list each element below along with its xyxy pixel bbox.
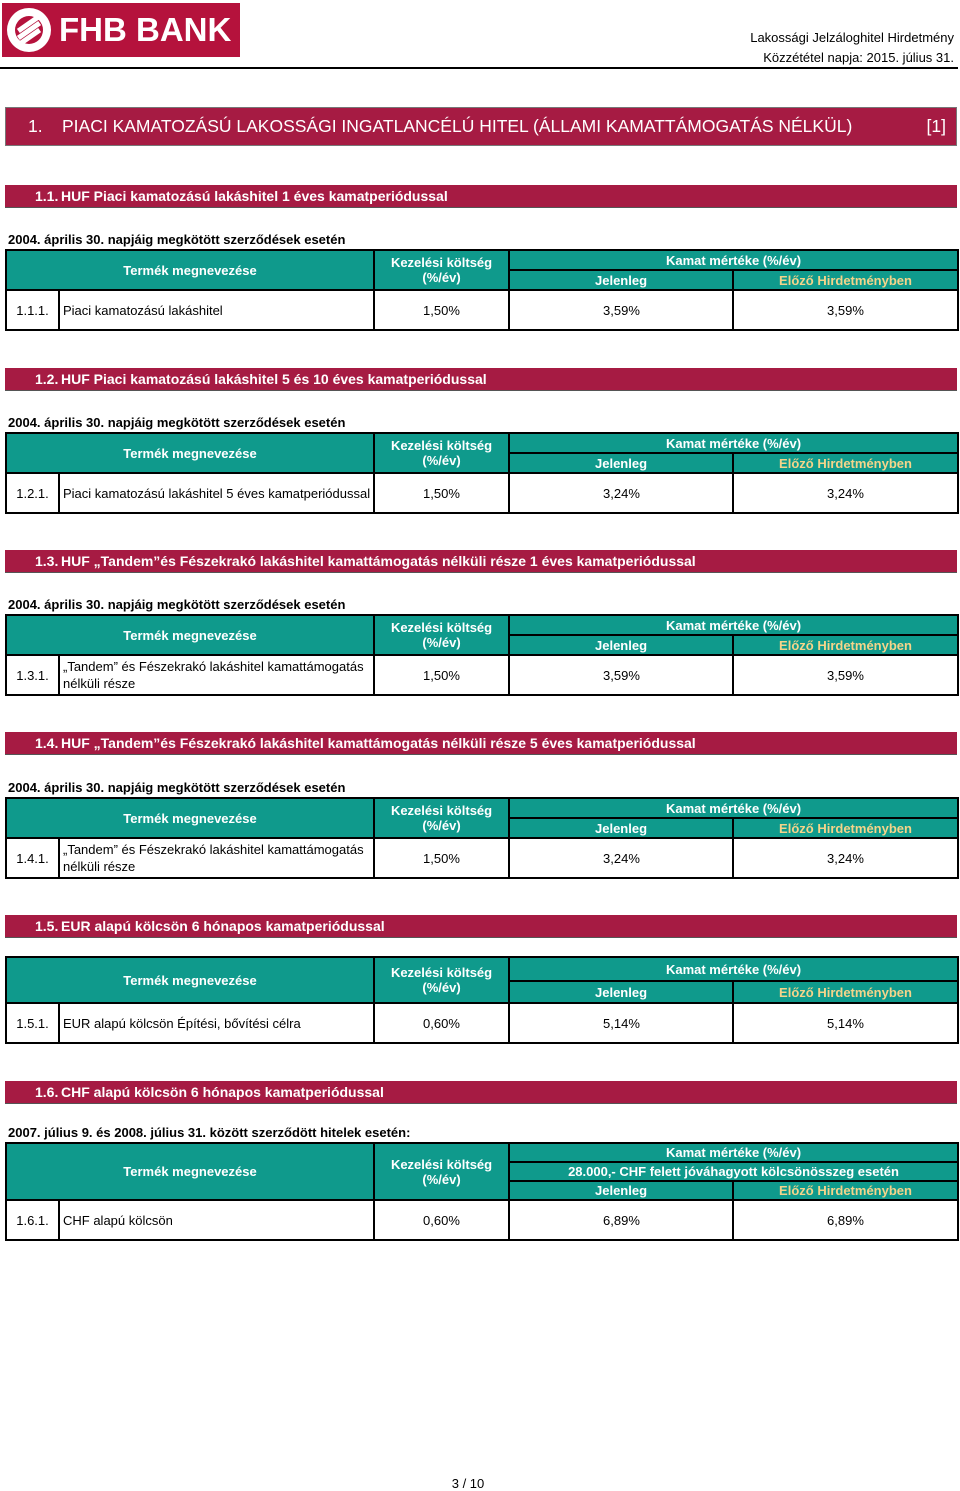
document-title: Lakossági Jelzáloghitel Hirdetmény xyxy=(750,30,954,45)
row-id: 1.6.1. xyxy=(6,1200,59,1240)
chf-threshold-header: 28.000,- CHF felett jóváhagyott kölcsönösszeg esetén xyxy=(509,1162,958,1181)
product-header: Termék megnevezése xyxy=(6,957,374,1003)
main-title-number: 1. xyxy=(28,116,43,136)
rate-table xyxy=(5,797,959,879)
section-header xyxy=(5,732,957,755)
row-product: CHF alapú kölcsön xyxy=(59,1200,374,1240)
rate-header: Kamat mértéke (%/év) xyxy=(509,957,958,981)
rate-table xyxy=(5,249,959,331)
section-number: 1.4. xyxy=(35,735,59,751)
row-fee: 1,50% xyxy=(374,473,509,513)
previous-header: Előző Hirdetményben xyxy=(733,453,958,473)
section-condition: 2004. április 30. napjáig megkötött szerződések esetén xyxy=(8,415,346,430)
row-fee: 1,50% xyxy=(374,655,509,695)
fhb-bank-logo xyxy=(2,3,240,57)
section-condition: 2007. július 9. és 2008. július 31. között szerződött hitelek esetén: xyxy=(8,1125,411,1140)
rate-header: Kamat mértéke (%/év) xyxy=(509,615,958,635)
current-header: Jelenleg xyxy=(509,981,733,1003)
current-header: Jelenleg xyxy=(509,453,733,473)
row-previous-rate: 6,89% xyxy=(733,1200,958,1240)
fee-header: Kezelési költség (%/év) xyxy=(374,433,509,473)
rate-header: Kamat mértéke (%/év) xyxy=(509,1143,958,1162)
section-number: 1.2. xyxy=(35,371,59,387)
previous-header: Előző Hirdetményben xyxy=(733,818,958,838)
rate-table xyxy=(5,432,959,514)
table-row xyxy=(6,1003,958,1043)
row-previous-rate: 3,24% xyxy=(733,473,958,513)
current-header: Jelenleg xyxy=(509,270,733,290)
product-header: Termék megnevezése xyxy=(6,615,374,655)
product-header: Termék megnevezése xyxy=(6,1143,374,1200)
rate-table xyxy=(5,956,959,1044)
fhb-logo-icon xyxy=(7,8,51,52)
product-header: Termék megnevezése xyxy=(6,433,374,473)
row-product: „Tandem” és Fészekrakó lakáshitel kamattámogatás nélküli része xyxy=(59,655,374,695)
previous-header: Előző Hirdetményben xyxy=(733,1181,958,1200)
section-condition: 2004. április 30. napjáig megkötött szerződések esetén xyxy=(8,597,346,612)
row-id: 1.5.1. xyxy=(6,1003,59,1043)
rate-header: Kamat mértéke (%/év) xyxy=(509,250,958,270)
fee-header: Kezelési költség (%/év) xyxy=(374,798,509,838)
section-header xyxy=(5,550,957,573)
section-header xyxy=(5,368,957,391)
table-row xyxy=(6,655,958,695)
section-number: 1.3. xyxy=(35,553,59,569)
row-id: 1.3.1. xyxy=(6,655,59,695)
rate-table xyxy=(5,1142,959,1241)
fee-header: Kezelési költség (%/év) xyxy=(374,250,509,290)
product-header: Termék megnevezése xyxy=(6,798,374,838)
section-title: HUF Piaci kamatozású lakáshitel 1 éves kamatperiódussal xyxy=(61,188,448,204)
publication-date: Közzététel napja: 2015. július 31. xyxy=(763,50,954,65)
main-title-text: PIACI KAMATOZÁSÚ LAKOSSÁGI INGATLANCÉLÚ HITEL (ÁLLAMI KAMATTÁMOGATÁS NÉLKÜL) xyxy=(62,116,853,136)
section-header xyxy=(5,185,957,208)
fee-header: Kezelési költség (%/év) xyxy=(374,957,509,1003)
row-product: EUR alapú kölcsön Építési, bővítési célra xyxy=(59,1003,374,1043)
rate-table xyxy=(5,614,959,696)
footnote-reference: [1] xyxy=(926,116,946,136)
section-header xyxy=(5,915,957,938)
row-fee: 1,50% xyxy=(374,290,509,330)
row-fee: 0,60% xyxy=(374,1200,509,1240)
row-previous-rate: 3,59% xyxy=(733,290,958,330)
previous-header: Előző Hirdetményben xyxy=(733,270,958,290)
fee-header: Kezelési költség (%/év) xyxy=(374,1143,509,1200)
current-header: Jelenleg xyxy=(509,818,733,838)
section-number: 1.1. xyxy=(35,188,59,204)
row-current-rate: 3,59% xyxy=(509,290,733,330)
section-title: HUF Piaci kamatozású lakáshitel 5 és 10 éves kamatperiódussal xyxy=(61,371,487,387)
row-current-rate: 6,89% xyxy=(509,1200,733,1240)
row-fee: 1,50% xyxy=(374,838,509,878)
product-header: Termék megnevezése xyxy=(6,250,374,290)
row-fee: 0,60% xyxy=(374,1003,509,1043)
row-current-rate: 5,14% xyxy=(509,1003,733,1043)
header-divider xyxy=(0,67,958,69)
main-title-bar xyxy=(5,107,957,146)
current-header: Jelenleg xyxy=(509,635,733,655)
previous-header: Előző Hirdetményben xyxy=(733,635,958,655)
row-product: „Tandem” és Fészekrakó lakáshitel kamattámogatás nélküli része xyxy=(59,838,374,878)
logo-text: FHB BANK xyxy=(59,11,232,48)
row-previous-rate: 3,24% xyxy=(733,838,958,878)
rate-header: Kamat mértéke (%/év) xyxy=(509,433,958,453)
previous-header: Előző Hirdetményben xyxy=(733,981,958,1003)
table-row xyxy=(6,290,958,330)
fee-header: Kezelési költség (%/év) xyxy=(374,615,509,655)
current-header: Jelenleg xyxy=(509,1181,733,1200)
section-title: EUR alapú kölcsön 6 hónapos kamatperiódussal xyxy=(61,918,385,934)
rate-header: Kamat mértéke (%/év) xyxy=(509,798,958,818)
section-number: 1.6. xyxy=(35,1084,59,1100)
table-row xyxy=(6,473,958,513)
row-product: Piaci kamatozású lakáshitel xyxy=(59,290,374,330)
row-current-rate: 3,24% xyxy=(509,838,733,878)
row-id: 1.1.1. xyxy=(6,290,59,330)
section-title: CHF alapú kölcsön 6 hónapos kamatperiódussal xyxy=(61,1084,384,1100)
row-previous-rate: 3,59% xyxy=(733,655,958,695)
row-current-rate: 3,59% xyxy=(509,655,733,695)
row-previous-rate: 5,14% xyxy=(733,1003,958,1043)
section-condition: 2004. április 30. napjáig megkötött szerződések esetén xyxy=(8,232,346,247)
table-row xyxy=(6,838,958,878)
section-title: HUF „Tandem”és Fészekrakó lakáshitel kamattámogatás nélküli része 1 éves kamatperiódussal xyxy=(61,553,696,569)
row-current-rate: 3,24% xyxy=(509,473,733,513)
page-number: 3 / 10 xyxy=(451,1476,485,1491)
section-title: HUF „Tandem”és Fészekrakó lakáshitel kamattámogatás nélküli része 5 éves kamatperiódussal xyxy=(61,735,696,751)
row-id: 1.2.1. xyxy=(6,473,59,513)
row-id: 1.4.1. xyxy=(6,838,59,878)
row-product: Piaci kamatozású lakáshitel 5 éves kamatperiódussal xyxy=(59,473,374,513)
section-condition: 2004. április 30. napjáig megkötött szerződések esetén xyxy=(8,780,346,795)
table-row xyxy=(6,1200,958,1240)
section-number: 1.5. xyxy=(35,918,59,934)
section-header xyxy=(5,1081,957,1104)
